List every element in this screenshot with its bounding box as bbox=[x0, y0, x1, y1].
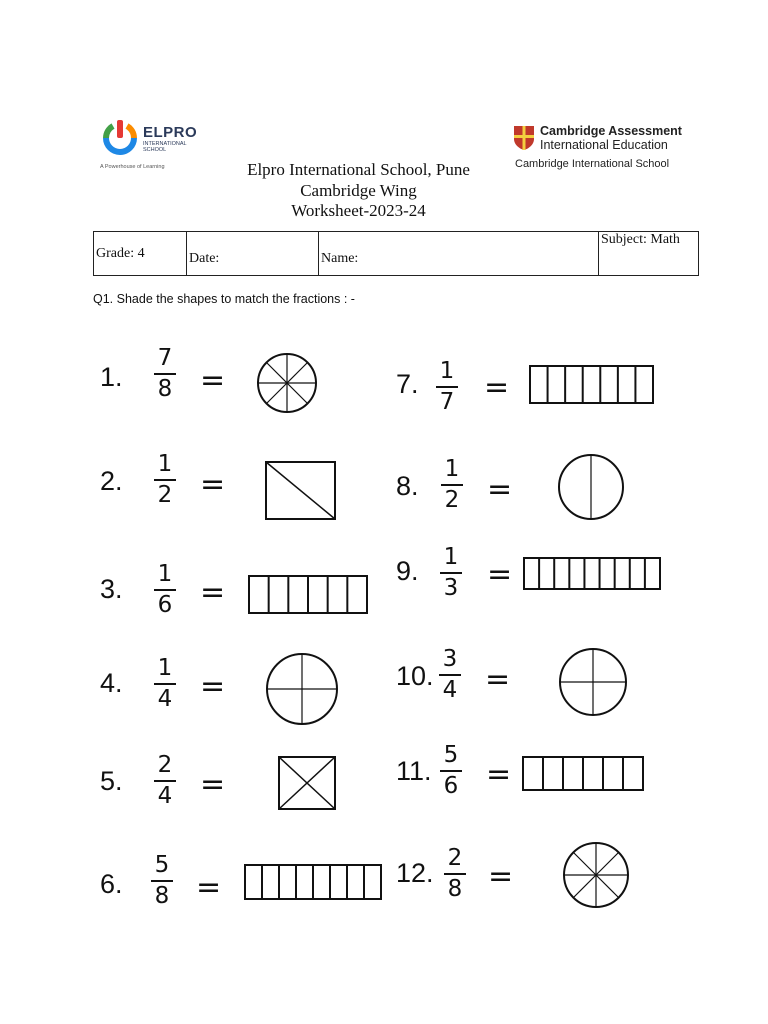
problem-number: 7. bbox=[396, 369, 419, 399]
problem-number: 10. bbox=[396, 661, 434, 691]
fraction bbox=[150, 346, 180, 401]
fraction-bar bbox=[439, 674, 461, 676]
name-label: Name: bbox=[321, 250, 359, 266]
problem-number: 3. bbox=[100, 574, 123, 604]
fraction-denominator: 2 bbox=[444, 487, 460, 513]
fraction-denominator: 4 bbox=[157, 783, 173, 809]
fraction-bar bbox=[154, 373, 176, 375]
fraction bbox=[147, 853, 177, 908]
fraction-denominator: 6 bbox=[157, 592, 173, 618]
fraction-numerator: 1 bbox=[439, 358, 455, 384]
equals-sign: = bbox=[200, 767, 226, 802]
fraction-numerator: 7 bbox=[157, 345, 173, 371]
fraction-denominator: 8 bbox=[157, 376, 173, 402]
cambridge-line3: Cambridge International School bbox=[515, 158, 670, 170]
shape-bar[interactable] bbox=[523, 557, 661, 590]
fraction-denominator: 4 bbox=[442, 677, 458, 703]
fraction-bar bbox=[444, 873, 466, 875]
fraction-numerator: 1 bbox=[443, 544, 459, 570]
shape-bar[interactable] bbox=[522, 756, 644, 791]
fraction-bar bbox=[154, 589, 176, 591]
fraction-denominator: 7 bbox=[439, 389, 455, 415]
fraction-denominator: 6 bbox=[443, 773, 459, 799]
fraction bbox=[437, 457, 467, 512]
shape-circle[interactable] bbox=[266, 653, 338, 725]
date-cell[interactable] bbox=[187, 232, 319, 276]
question-1-instruction: Q1. Shade the shapes to match the fractions : - bbox=[93, 292, 355, 306]
fraction-numerator: 3 bbox=[442, 646, 458, 672]
fraction bbox=[436, 545, 466, 600]
problem-number: 2. bbox=[100, 466, 123, 496]
fraction-bar bbox=[151, 880, 173, 882]
equals-sign: = bbox=[200, 669, 226, 704]
circle-division-line bbox=[596, 875, 619, 898]
problem-number: 9. bbox=[396, 556, 419, 586]
shape-circle[interactable] bbox=[561, 842, 631, 908]
fraction bbox=[150, 656, 180, 711]
fraction-numerator: 1 bbox=[157, 451, 173, 477]
problem-number: 4. bbox=[100, 668, 123, 698]
elpro-name: ELPRO bbox=[143, 124, 198, 141]
problem-number: 12. bbox=[396, 858, 434, 888]
problem-number: 1. bbox=[100, 362, 123, 392]
equals-sign: = bbox=[487, 472, 513, 507]
wing-title: Cambridge Wing bbox=[300, 181, 417, 200]
fraction bbox=[432, 359, 462, 414]
school-title: Elpro International School, Pune bbox=[247, 160, 470, 179]
fraction-bar bbox=[154, 780, 176, 782]
equals-sign: = bbox=[486, 757, 512, 792]
elpro-emblem-icon bbox=[100, 118, 140, 162]
fraction bbox=[435, 647, 465, 702]
equals-sign: = bbox=[484, 370, 510, 405]
fraction-numerator: 2 bbox=[447, 845, 463, 871]
fraction-numerator: 1 bbox=[157, 561, 173, 587]
grade-cell bbox=[94, 232, 187, 276]
fraction-bar bbox=[154, 479, 176, 481]
fraction bbox=[150, 753, 180, 808]
circle-division-line bbox=[287, 383, 308, 404]
circle-division-line bbox=[573, 852, 596, 875]
problem-number: 5. bbox=[100, 766, 123, 796]
circle-division-line bbox=[573, 875, 596, 898]
fraction bbox=[436, 743, 466, 798]
subject-label: Subject: Math bbox=[601, 232, 680, 247]
fraction-denominator: 2 bbox=[157, 482, 173, 508]
problem-number: 11. bbox=[396, 756, 432, 786]
worksheet-title: Worksheet-2023-24 bbox=[291, 201, 426, 220]
grade-label: Grade: 4 bbox=[96, 245, 145, 261]
shape-rect-diagonal[interactable] bbox=[265, 461, 336, 520]
shape-circle[interactable] bbox=[554, 454, 628, 520]
fraction-numerator: 5 bbox=[443, 742, 459, 768]
equals-sign: = bbox=[200, 467, 226, 502]
date-label: Date: bbox=[189, 250, 220, 266]
fraction-bar bbox=[441, 484, 463, 486]
equals-sign: = bbox=[487, 557, 513, 592]
fraction-numerator: 1 bbox=[157, 655, 173, 681]
equals-sign: = bbox=[200, 363, 226, 398]
subject-cell bbox=[599, 232, 699, 276]
equals-sign: = bbox=[488, 859, 514, 894]
shape-square-cross[interactable] bbox=[278, 756, 336, 810]
fraction-denominator: 8 bbox=[154, 883, 170, 909]
circle-division-line bbox=[266, 362, 287, 383]
circle-division-line bbox=[596, 852, 619, 875]
fraction-numerator: 2 bbox=[157, 752, 173, 778]
circle-division-line bbox=[287, 362, 308, 383]
problem-number: 6. bbox=[100, 869, 123, 899]
cambridge-line1: Cambridge Assessment bbox=[540, 124, 682, 138]
cambridge-line2: International Education bbox=[540, 138, 668, 152]
shape-circle[interactable] bbox=[558, 648, 628, 716]
name-cell[interactable] bbox=[319, 232, 599, 276]
elpro-subtitle: INTERNATIONAL SCHOOL bbox=[143, 141, 187, 153]
fraction-numerator: 5 bbox=[154, 852, 170, 878]
fraction-bar bbox=[436, 386, 458, 388]
fraction bbox=[150, 562, 180, 617]
fraction-bar bbox=[440, 572, 462, 574]
student-info-table bbox=[93, 231, 699, 276]
equals-sign: = bbox=[485, 662, 511, 697]
fraction bbox=[150, 452, 180, 507]
fraction-numerator: 1 bbox=[444, 456, 460, 482]
fraction-denominator: 4 bbox=[157, 686, 173, 712]
fraction-denominator: 8 bbox=[447, 876, 463, 902]
shape-circle[interactable] bbox=[256, 353, 318, 413]
problem-number: 8. bbox=[396, 471, 419, 501]
equals-sign: = bbox=[196, 870, 222, 905]
elpro-tagline: A Powerhouse of Learning bbox=[100, 164, 165, 170]
shape-bar[interactable] bbox=[529, 365, 654, 404]
fraction bbox=[440, 846, 470, 901]
shape-bar[interactable] bbox=[244, 864, 382, 900]
shape-bar[interactable] bbox=[248, 575, 368, 614]
fraction-denominator: 3 bbox=[443, 575, 459, 601]
fraction-bar bbox=[440, 770, 462, 772]
fraction-bar bbox=[154, 683, 176, 685]
cambridge-shield-icon bbox=[513, 125, 535, 151]
equals-sign: = bbox=[200, 575, 226, 610]
circle-division-line bbox=[266, 383, 287, 404]
diagonal-line bbox=[266, 462, 335, 519]
